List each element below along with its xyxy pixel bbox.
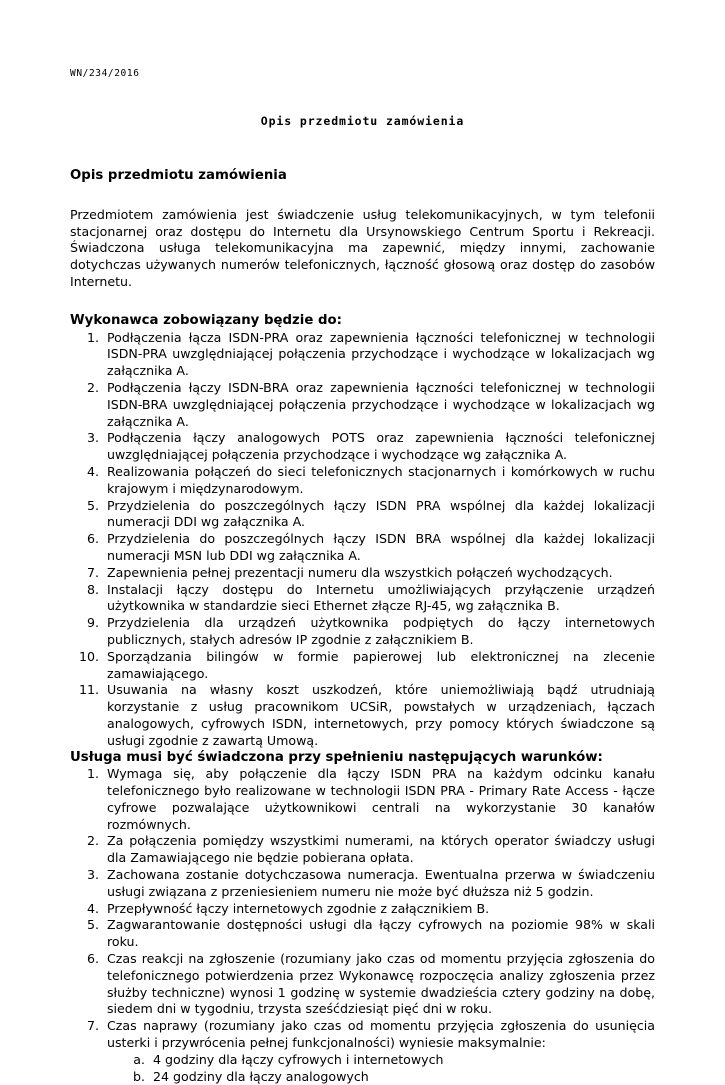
document-body xyxy=(70,168,655,1085)
list-item xyxy=(103,1018,655,1085)
list-item: 2. Podłączenia łączy ISDN-BRA oraz zapewnienia łączności telefonicznej w technologii ISDN-BRA uwzględniającej połączenia przychodzące i wychodzące w lokalizacjach wg załącznika A. xyxy=(103,380,655,430)
document-reference: WN/234/2016 xyxy=(70,68,140,79)
list-item: 2. Za połączenia pomiędzy wszystkimi numerami, na których operator świadczy usługi dla Zamawiającego nie będzie pobierana opłata. xyxy=(103,833,655,867)
repair-times-list xyxy=(107,1052,655,1085)
section-title: Opis przedmiotu zamówienia xyxy=(70,168,287,183)
list-item: 6. Czas reakcji na zgłoszenie (rozumiany jako czas od momentu przyjęcia zgłoszenia do telefonicznego potwierdzenia przez Wykonawcę rozpoczęcia analizy zgłoszenia przez służby techniczne) wynosi 1 godzinę w systemie dwadzieścia cztery godziny na dobę, siedem dni w tygodniu, trzysta sześćdziesiąt pięć dni w roku. xyxy=(103,951,655,1018)
obligations-heading: Wykonawca zobowiązany będzie do: xyxy=(70,312,342,328)
obligations-list xyxy=(70,330,655,750)
list-item: 4. Przepływność łączy internetowych zgodnie z załącznikiem B. xyxy=(103,901,655,918)
list-item: 1. Podłączenia łącza ISDN-PRA oraz zapewnienia łączności telefonicznej w technologii ISDN-PRA uwzględniającej połączenia przychodzące i wychodzące w lokalizacjach wg załącznika A. xyxy=(103,330,655,380)
conditions-heading: Usługa musi być świadczona przy spełnieniu następujących warunków: xyxy=(70,749,603,765)
list-item: 5. Zagwarantowanie dostępności usługi dla łączy cyfrowych na poziomie 98% w skali roku. xyxy=(103,917,655,951)
sub-list-item: a. 4 godziny dla łączy cyfrowych i internetowych xyxy=(149,1052,655,1069)
list-item: 7. Zapewnienia pełnej prezentacji numeru dla wszystkich połączeń wychodzących. xyxy=(103,565,655,582)
intro-paragraph: Przedmiotem zamówienia jest świadczenie usług telekomunikacyjnych, w tym telefonii stacjonarnej oraz dostępu do Internetu dla Ursynowskiego Centrum Sportu i Rekreacji. Świadczona usługa telekomunikacyjna ma zapewnić, między innymi, zachowanie dotychczas używanych numerów telefonicznych, łączność głosową oraz dostęp do zasobów Internetu. xyxy=(70,206,655,289)
list-item: 10. Sporządzania bilingów w formie papierowej lub elektronicznej na zlecenie zamawiającego. xyxy=(103,649,655,683)
conditions-list xyxy=(70,766,655,1085)
sub-list-item: b. 24 godziny dla łączy analogowych xyxy=(149,1069,655,1085)
list-item: 1. Wymaga się, aby połączenie dla łączy ISDN PRA na każdym odcinku kanału telefonicznego było realizowane w technologii ISDN PRA - Primary Rate Access - łącze cyfrowe pozwalające użytkownikowi centrali na wykorzystanie 30 kanałów rozmównych. xyxy=(103,766,655,833)
list-item: 8. Instalacji łączy dostępu do Internetu umożliwiających przyłączenie urządzeń użytkownika w standardzie sieci Ethernet złącze RJ-45, wg załącznika B. xyxy=(103,582,655,616)
list-item: 3. Podłączenia łączy analogowych POTS oraz zapewnienia łączności telefonicznej uwzględniającej połączenia przychodzące i wychodzące wg załącznika A. xyxy=(103,430,655,464)
document-title: Opis przedmiotu zamówienia xyxy=(260,114,465,128)
list-item: 3. Zachowana zostanie dotychczasowa numeracja. Ewentualna przerwa w świadczeniu usługi związana z przeniesieniem numeru nie może być dłuższa niż 5 godzin. xyxy=(103,867,655,901)
list-item-text: Czas naprawy (rozumiany jako czas od momentu przyjęcia zgłoszenia do usunięcia usterki i przywrócenia pełnej funkcjonalności) wyniesie maksymalnie: xyxy=(107,1018,655,1051)
list-item: 5. Przydzielenia do poszczególnych łączy ISDN PRA wspólnej dla każdej lokalizacji numeracji DDI wg załącznika A. xyxy=(103,498,655,532)
list-item: 9. Przydzielenia dla urządzeń użytkownika podpiętych do łączy internetowych publicznych, stałych adresów IP zgodnie z załącznikiem B. xyxy=(103,615,655,649)
list-item: 4. Realizowania połączeń do sieci telefonicznych stacjonarnych i komórkowych w ruchu krajowym i międzynarodowym. xyxy=(103,464,655,498)
list-item: 11. Usuwania na własny koszt uszkodzeń, które uniemożliwiają bądź utrudniają korzystanie z usług pracownikom UCSiR, powstałych w urządzeniach, łączach analogowych, cyfrowych ISDN, internetowych, przy pomocy których świadczone są usługi zgodnie z zawartą Umową. xyxy=(103,682,655,749)
list-item: 6. Przydzielenia do poszczególnych łączy ISDN BRA wspólnej dla każdej lokalizacji numeracji MSN lub DDI wg załącznika A. xyxy=(103,531,655,565)
